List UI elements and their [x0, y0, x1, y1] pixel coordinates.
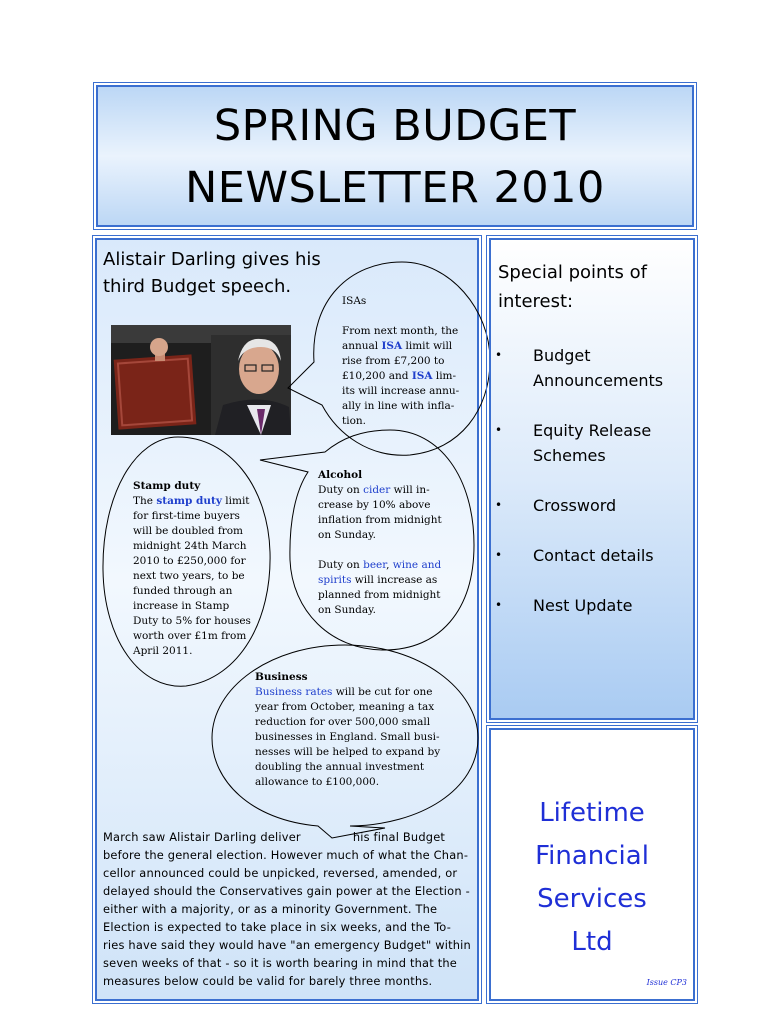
bullet-icon: •	[495, 598, 503, 612]
sidebar-item-nest-update: • Nest Update	[491, 593, 693, 618]
sidebar-item-equity-release: • Equity Release Schemes	[491, 418, 693, 468]
business-text: Business Business rates will be cut for one year from October, meaning a tax reduction for over 500,000 small businesses in England. Small busi- nesses will be helped to expand by doubling the annual investment allowance to £100,000.	[255, 671, 441, 788]
wine-link[interactable]: wine and	[392, 559, 442, 571]
sidebar-item-contact: • Contact details	[491, 543, 693, 568]
bullet-icon: •	[495, 348, 503, 362]
isa-link-2[interactable]: ISA	[411, 370, 433, 382]
title-line-2: NEWSLETTER 2010	[185, 163, 605, 213]
beer-link[interactable]: beer	[363, 559, 387, 571]
sidebar-list	[491, 343, 693, 643]
isas-title: ISAs	[342, 295, 367, 307]
bullet-icon: •	[495, 498, 503, 512]
stamp-title: Stamp duty	[133, 480, 201, 492]
isa-link[interactable]: ISA	[381, 340, 403, 352]
company-box	[489, 728, 695, 1001]
business-title: Business	[255, 671, 308, 683]
business-rates-link[interactable]: Business rates	[255, 686, 333, 698]
stamp-duty-text: Stamp duty The stamp duty limit for first-time buyers will be doubled from midnight 24th March 2010 to £250,000 for next two years, to be funded through an increase in Stamp Duty to 5% for houses worth over £1m from April 2011.	[133, 480, 251, 657]
alcohol-title: Alcohol	[318, 469, 363, 481]
title-line-1: SPRING BUDGET	[213, 101, 577, 151]
sidebar-item-crossword: • Crossword	[491, 493, 693, 518]
alcohol-text: Alcohol Duty on cider will in- crease by 10% above inflation from midnight on Sunday. Duty on beer, wine and spirits will increase as planned from midnight on Sunday.	[318, 469, 442, 616]
sidebar-title: Special points of interest:	[498, 262, 647, 312]
isas-text: ISAs From next month, the annual ISA limit will rise from £7,200 to £10,200 and ISA lim- its will increase annu- ally in line with infla- tion.	[342, 295, 460, 427]
special-points-sidebar	[489, 238, 695, 720]
intro-paragraph: March saw Alistair Darling deliver his final Budget before the general election. However much of what the Chan- cellor announced could be unpicked, reversed, amended, or delayed should the Conservatives gain power at the Election - either with a majority, or as a minority Government. The Election is expected to take place in six weeks, and the To- ries have said they would have "an emergency Budget" within seven weeks of that - so it is worth bearing in mind that the measures below could be valid for barely three months.	[103, 830, 471, 988]
stamp-duty-link[interactable]: stamp duty	[156, 495, 222, 507]
company-name: Lifetime Financial Services Ltd	[535, 798, 649, 957]
lead-line-2: third Budget speech.	[103, 276, 292, 297]
spirits-link[interactable]: spirits	[318, 574, 352, 586]
issue-label: Issue CP3	[646, 978, 687, 987]
bullet-icon: •	[495, 548, 503, 562]
bullet-icon: •	[495, 423, 503, 437]
lead-line-1: Alistair Darling gives his	[103, 249, 321, 270]
sidebar-item-budget: • Budget Announcements	[491, 343, 693, 393]
cider-link[interactable]: cider	[363, 484, 391, 496]
